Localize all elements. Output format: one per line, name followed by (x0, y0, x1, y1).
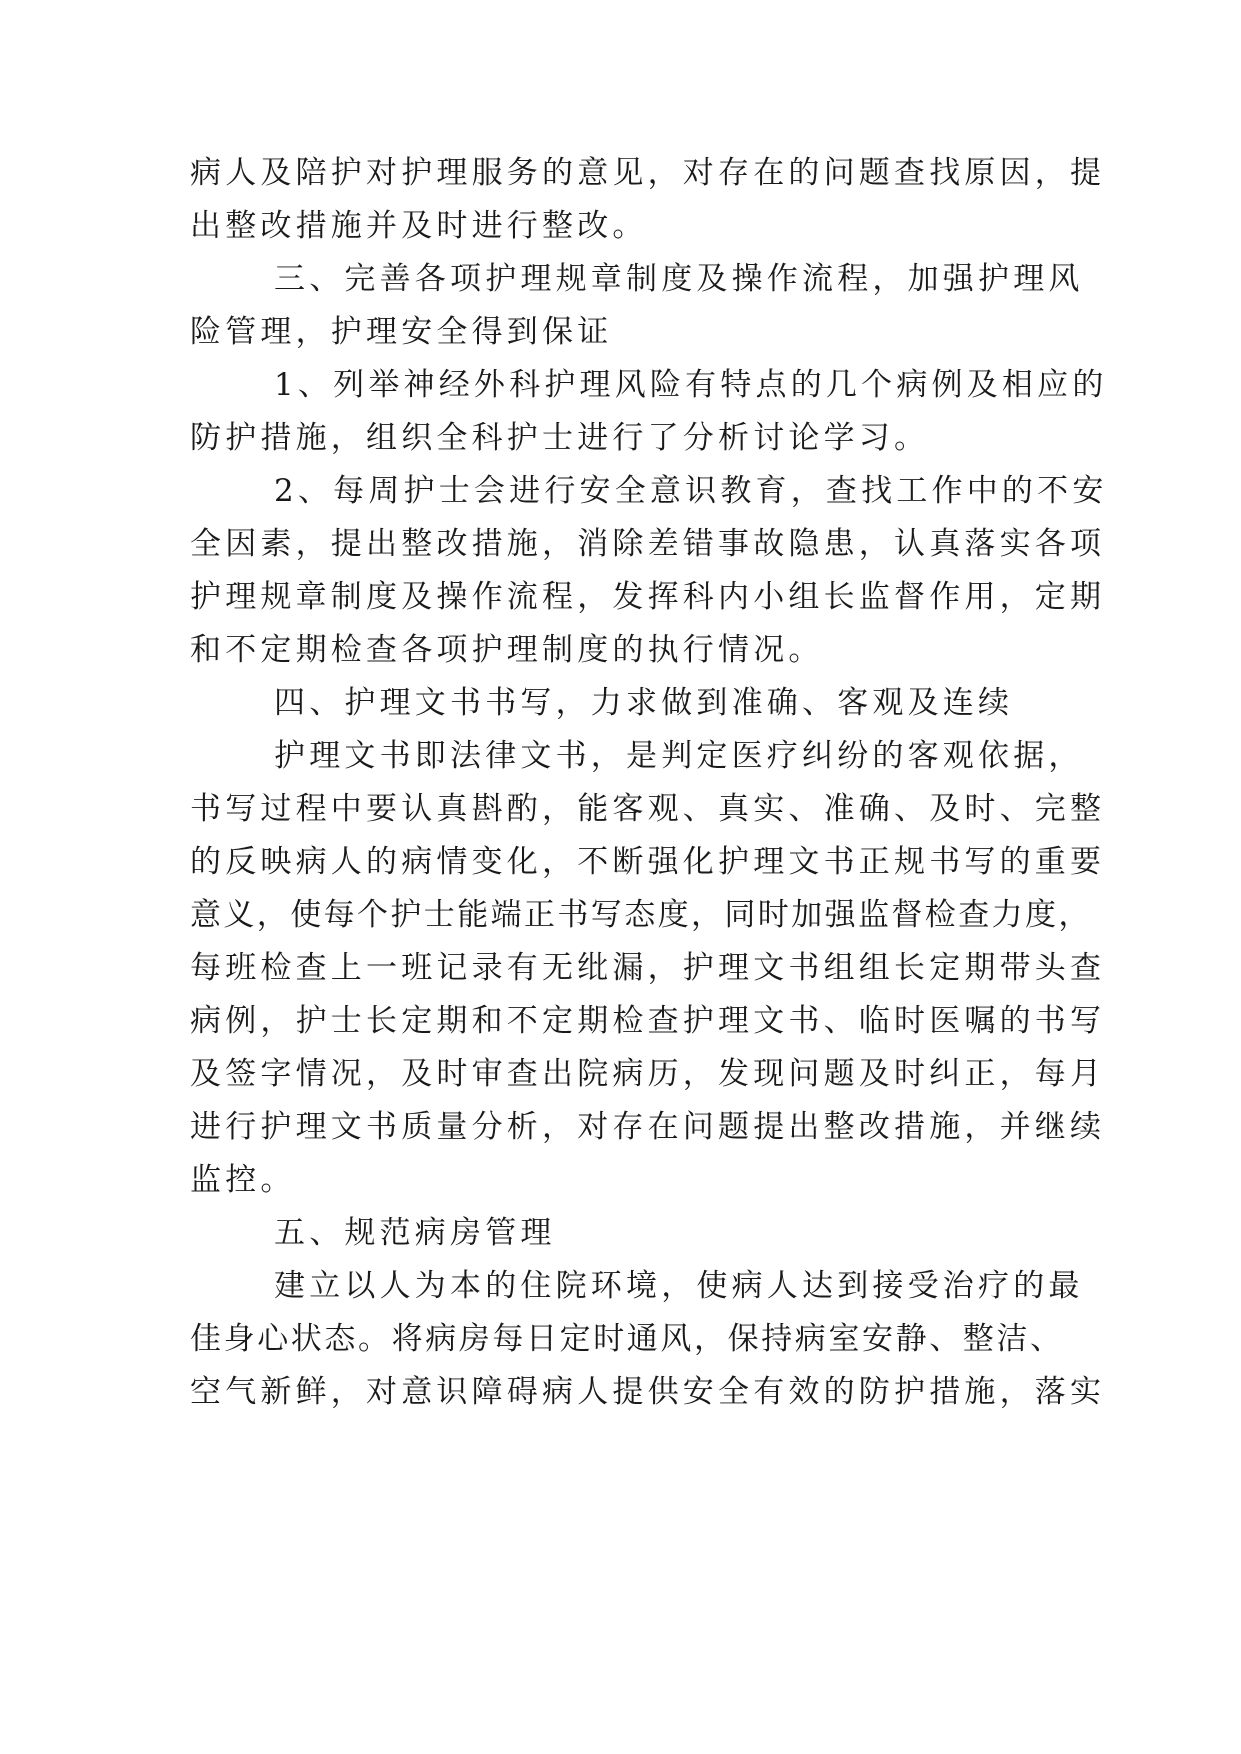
text-line: 的反映病人的病情变化，不断强化护理文书正规书写的重要 (190, 844, 1106, 880)
text-line: 2、每周护士会进行安全意识教育，查找工作中的不安 (274, 473, 1108, 509)
text-line: 监控。 (190, 1162, 296, 1198)
text-line: 意义，使每个护士能端正书写态度，同时加强监督检查力度， (190, 897, 1092, 933)
text-line: 佳身心状态。将病房每日定时通风，保持病室安静、整洁、 (190, 1321, 1064, 1357)
text-line: 1、列举神经外科护理风险有特点的几个病例及相应的 (274, 367, 1108, 403)
text-line: 书写过程中要认真斟酌，能客观、真实、准确、及时、完整 (190, 791, 1106, 827)
text-line: 每班检查上一班记录有无纰漏，护理文书组组长定期带头查 (190, 950, 1106, 986)
text-line: 病例，护士长定期和不定期检查护理文书、临时医嘱的书写 (190, 1003, 1106, 1039)
text-line: 出整改措施并及时进行整改。 (190, 208, 648, 244)
text-line: 建立以人为本的住院环境，使病人达到接受治疗的最 (274, 1268, 1084, 1304)
section-heading: 三、完善各项护理规章制度及操作流程，加强护理风 (274, 261, 1084, 297)
text-line: 护理规章制度及操作流程，发挥科内小组长监督作用，定期 (190, 579, 1106, 615)
text-line: 及签字情况，及时审查出院病历，发现问题及时纠正，每月 (190, 1056, 1106, 1092)
text-line: 病人及陪护对护理服务的意见，对存在的问题查找原因，提 (190, 155, 1106, 191)
section-heading: 险管理，护理安全得到保证 (190, 314, 613, 350)
section-heading: 五、规范病房管理 (274, 1215, 556, 1251)
text-line: 和不定期检查各项护理制度的执行情况。 (190, 632, 824, 668)
text-line: 防护措施，组织全科护士进行了分析讨论学习。 (190, 420, 930, 456)
text-line: 进行护理文书质量分析，对存在问题提出整改措施，并继续 (190, 1109, 1106, 1145)
text-line: 空气新鲜，对意识障碍病人提供安全有效的防护措施，落实 (190, 1374, 1106, 1410)
section-heading: 四、护理文书书写，力求做到准确、客观及连续 (274, 685, 1014, 721)
text-line: 护理文书即法律文书，是判定医疗纠纷的客观依据， (274, 738, 1084, 774)
text-line: 全因素，提出整改措施，消除差错事故隐患，认真落实各项 (190, 526, 1106, 562)
